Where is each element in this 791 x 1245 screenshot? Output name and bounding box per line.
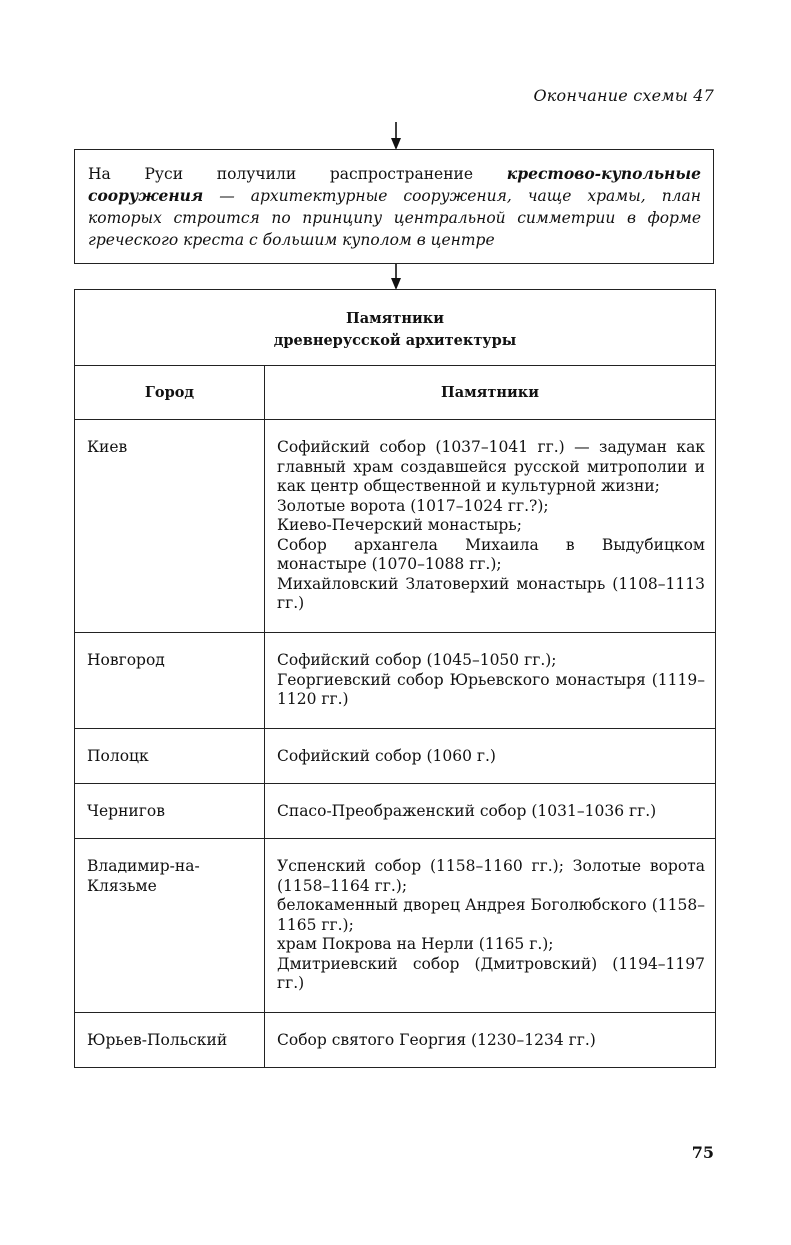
continuation-note: Окончание схемы 47 xyxy=(533,86,714,105)
monuments-table xyxy=(74,289,716,1068)
definition-term: крестово-купольные сооружения xyxy=(88,164,701,205)
page-number: 75 xyxy=(691,1143,714,1162)
monument-entry: Софийский собор (1037–1041 гг.) — задуман как главный храм создавшейся русской митрополии и как центр общественной и культурной жизни; xyxy=(277,438,705,495)
monuments-cell xyxy=(265,729,716,784)
monument-entry: Михайловский Златоверхий монастырь (1108–1113 гг.) xyxy=(277,574,705,612)
flow-arrow-down-icon xyxy=(386,264,406,290)
city-cell: Полоцк xyxy=(75,729,265,784)
definition-dash: — xyxy=(203,187,251,205)
monument-entry: храм Покрова на Нерли (1165 г.); xyxy=(277,935,554,953)
monument-entry: белокаменный дворец Андрея Боголюбского (1158–1165 гг.); xyxy=(277,896,705,934)
table-row xyxy=(75,784,716,839)
definition-text: архитектурные сооружения, чаще храмы, план которых строится по принципу центральной симметрии в форме греческого креста с большим куполом в центре xyxy=(88,187,702,249)
column-header-city: Город xyxy=(75,366,265,420)
table-row xyxy=(75,633,716,729)
monument-entry: Киево-Печерский монастырь; xyxy=(277,516,522,534)
monument-entry: Собор архангела Михаила в Выдубицком монастыре (1070–1088 гг.); xyxy=(277,535,705,573)
monument-entry: Собор святого Георгия (1230–1234 гг.) xyxy=(277,1031,596,1049)
table-row xyxy=(75,729,716,784)
city-cell: Новгород xyxy=(75,633,265,729)
table-title xyxy=(75,290,716,366)
city-cell: Чернигов xyxy=(75,784,265,839)
city-cell: Владимир-на-Клязьме xyxy=(75,839,265,1013)
monuments-cell xyxy=(265,633,716,729)
monument-entry: Софийский собор (1060 г.) xyxy=(277,747,496,765)
monument-entry: Успенский собор (1158–1160 гг.); Золотые ворота (1158–1164 гг.); xyxy=(277,857,705,895)
table-body xyxy=(75,420,716,1068)
city-cell: Киев xyxy=(75,420,265,633)
definition-intro: На Руси получили распространение xyxy=(88,165,507,183)
table-row xyxy=(75,420,716,633)
monuments-cell xyxy=(265,839,716,1013)
monuments-cell xyxy=(265,1013,716,1068)
table-title-line: древнерусской архитектуры xyxy=(273,332,517,349)
city-cell: Юрьев-Польский xyxy=(75,1013,265,1068)
column-header-monuments: Памятники xyxy=(265,366,716,420)
monument-entry: Золотые ворота (1017–1024 гг.?); xyxy=(277,496,549,515)
table-title-line: Памятники xyxy=(346,310,444,327)
table-row xyxy=(75,839,716,1013)
monuments-cell xyxy=(265,784,716,839)
monument-entry: Софийский собор (1045–1050 гг.); xyxy=(277,651,557,669)
monument-entry: Георгиевский собор Юрьевского монастыря (1119–1120 гг.) xyxy=(277,670,705,708)
definition-box xyxy=(74,149,714,264)
table-row xyxy=(75,1013,716,1068)
flow-arrow-down-icon xyxy=(386,122,406,150)
monuments-cell xyxy=(265,420,716,633)
monument-entry: Спасо-Преображенский собор (1031–1036 гг.) xyxy=(277,802,657,820)
monument-entry: Дмитриевский собор (Дмитровский) (1194–1197 гг.) xyxy=(277,954,705,992)
